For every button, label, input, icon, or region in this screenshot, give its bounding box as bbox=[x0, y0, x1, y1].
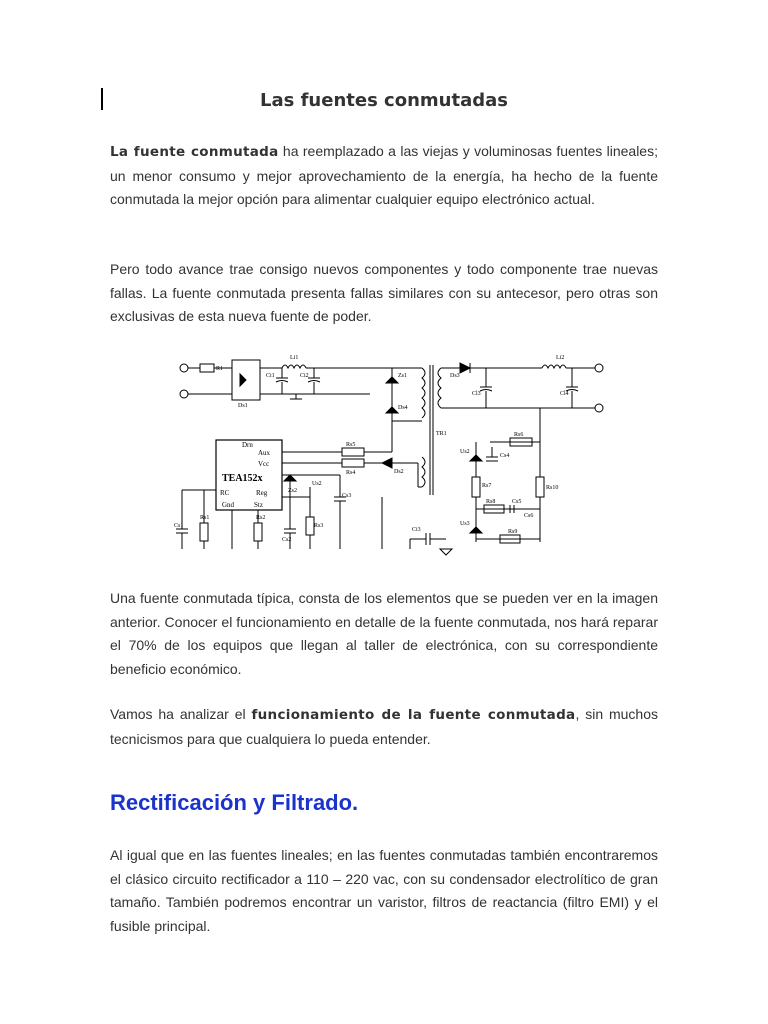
intro-text: ha reemplazado a las viejas y voluminosas fuentes lineales; un menor consumo y mejor aprovechamiento de la energía, ha hecho de la fuente conmutada la mejor opción para alimentar cualquier equipo electrónico actual. bbox=[110, 143, 658, 207]
analysis-post: , sin muchos tecnicismos para que cualquiera lo pueda entender. bbox=[110, 706, 658, 747]
diode-ds2 bbox=[382, 458, 392, 468]
switching-power-supply-schematic bbox=[170, 347, 610, 557]
resistor-rs7 bbox=[472, 477, 480, 497]
label-ds2: Ds2 bbox=[394, 469, 404, 475]
label-cs5: Cs5 bbox=[512, 499, 522, 505]
transformer-primary bbox=[422, 368, 425, 418]
transformer-aux bbox=[422, 457, 425, 487]
label-us2-right: Us2 bbox=[460, 449, 470, 455]
label-cs2: Cs2 bbox=[282, 537, 292, 543]
output-terminal-1 bbox=[595, 364, 603, 372]
label-us3: Us3 bbox=[460, 521, 470, 527]
label-rs2: Rs2 bbox=[256, 515, 266, 521]
zener-zs1 bbox=[386, 377, 398, 383]
label-rs6: Rs6 bbox=[514, 432, 524, 438]
paragraph-intro bbox=[110, 140, 658, 212]
regulator-us3 bbox=[470, 527, 482, 533]
paragraph-rectification: Al igual que en las fuentes lineales; en las fuentes conmutadas también encontraremos el clásico circuito rectificador a 110 – 220 vac, con su condensador electrolítico de gran tamaño. También podremos encontrar un varistor, filtros de reactancia (filtro EMI) y el fusible principal. bbox=[110, 847, 658, 934]
label-cs1: Cs1 bbox=[174, 523, 184, 529]
label-rs10: Rs10 bbox=[546, 485, 559, 491]
inductor-li2 bbox=[542, 365, 566, 368]
pin-rc: RC bbox=[220, 489, 230, 497]
label-cl4: Cl4 bbox=[560, 391, 569, 397]
resistor-rs4 bbox=[342, 459, 364, 467]
pin-reg: Reg bbox=[256, 489, 268, 497]
resistor-r1 bbox=[200, 364, 214, 372]
label-zs2: Zs2 bbox=[288, 488, 297, 494]
zener-zs2 bbox=[284, 475, 296, 481]
label-tr1: TR1 bbox=[436, 431, 447, 437]
label-cs3: Cs3 bbox=[342, 493, 352, 499]
chip-label: TEA152x bbox=[222, 473, 263, 484]
label-rs9: Rs9 bbox=[508, 529, 518, 535]
inductor-li1 bbox=[282, 365, 306, 368]
pin-gnd: Gnd bbox=[222, 501, 235, 509]
label-ds1: Ds1 bbox=[238, 403, 248, 409]
label-ci3: Ci3 bbox=[412, 527, 421, 533]
ground-symbol-2 bbox=[440, 549, 452, 555]
label-cs6: Cs6 bbox=[524, 513, 534, 519]
label-zs1: Zs1 bbox=[398, 373, 407, 379]
label-rs7: Rs7 bbox=[482, 483, 492, 489]
label-ci1: Ci1 bbox=[266, 373, 275, 379]
label-cs4: Cs4 bbox=[500, 453, 510, 459]
label-rs8: Rs8 bbox=[486, 499, 496, 505]
label-us2: Us2 bbox=[312, 481, 322, 487]
pin-stz: Stz bbox=[254, 501, 263, 509]
label-ci2: Ci2 bbox=[300, 373, 309, 379]
label-rs4: Rs4 bbox=[346, 470, 356, 476]
diode-ds4 bbox=[386, 407, 398, 413]
label-cl3: Cl3 bbox=[472, 391, 481, 397]
label-li2: Li2 bbox=[556, 355, 565, 361]
label-rs5: Rs5 bbox=[346, 442, 356, 448]
intro-bold: La fuente conmutada bbox=[110, 144, 279, 160]
label-li1: Li1 bbox=[290, 355, 299, 361]
transformer-secondary bbox=[438, 368, 441, 408]
resistor-rs3 bbox=[306, 517, 314, 535]
diode-ds3 bbox=[460, 363, 470, 373]
label-rs1: Rs1 bbox=[200, 515, 210, 521]
input-terminal-2 bbox=[180, 390, 188, 398]
output-terminal-2 bbox=[595, 404, 603, 412]
paragraph-analysis bbox=[110, 703, 658, 751]
resistor-rs1 bbox=[200, 523, 208, 541]
resistor-rs10 bbox=[536, 477, 544, 497]
label-r1: R1 bbox=[216, 366, 224, 372]
analysis-pre: Vamos ha analizar el bbox=[110, 706, 252, 722]
analysis-bold: funcionamiento de la fuente conmutada bbox=[251, 707, 576, 723]
input-terminal-1 bbox=[180, 364, 188, 372]
paragraph-typical-supply: Una fuente conmutada típica, consta de los elementos que se pueden ver en la imagen anterior. Conocer el funcionamiento en detalle de la fuente conmutada, nos hará reparar el 70% de los equipos que llegan al taller de electrónica, con su correspondiente beneficio económico. bbox=[110, 590, 658, 677]
optocoupler-led bbox=[470, 455, 482, 461]
paragraph-failures: Pero todo avance trae consigo nuevos componentes y todo componente trae nuevas fallas. La fuente conmutada presenta fallas similares con su antecesor, pero otras son exclusivas de esta nueva fuente de poder. bbox=[110, 261, 658, 324]
label-ds3: Ds3 bbox=[450, 373, 460, 379]
page-title: Las fuentes conmutadas bbox=[260, 90, 508, 111]
pin-vcc: Vcc bbox=[258, 460, 270, 468]
resistor-rs5 bbox=[342, 448, 364, 456]
label-ds4: Ds4 bbox=[398, 405, 408, 411]
section-heading: Rectificación y Filtrado. bbox=[110, 790, 359, 815]
label-rs3: Rs3 bbox=[314, 523, 324, 529]
pin-aux: Aux bbox=[258, 449, 271, 457]
pin-drn: Drn bbox=[242, 441, 253, 449]
resistor-rs2 bbox=[254, 523, 262, 541]
